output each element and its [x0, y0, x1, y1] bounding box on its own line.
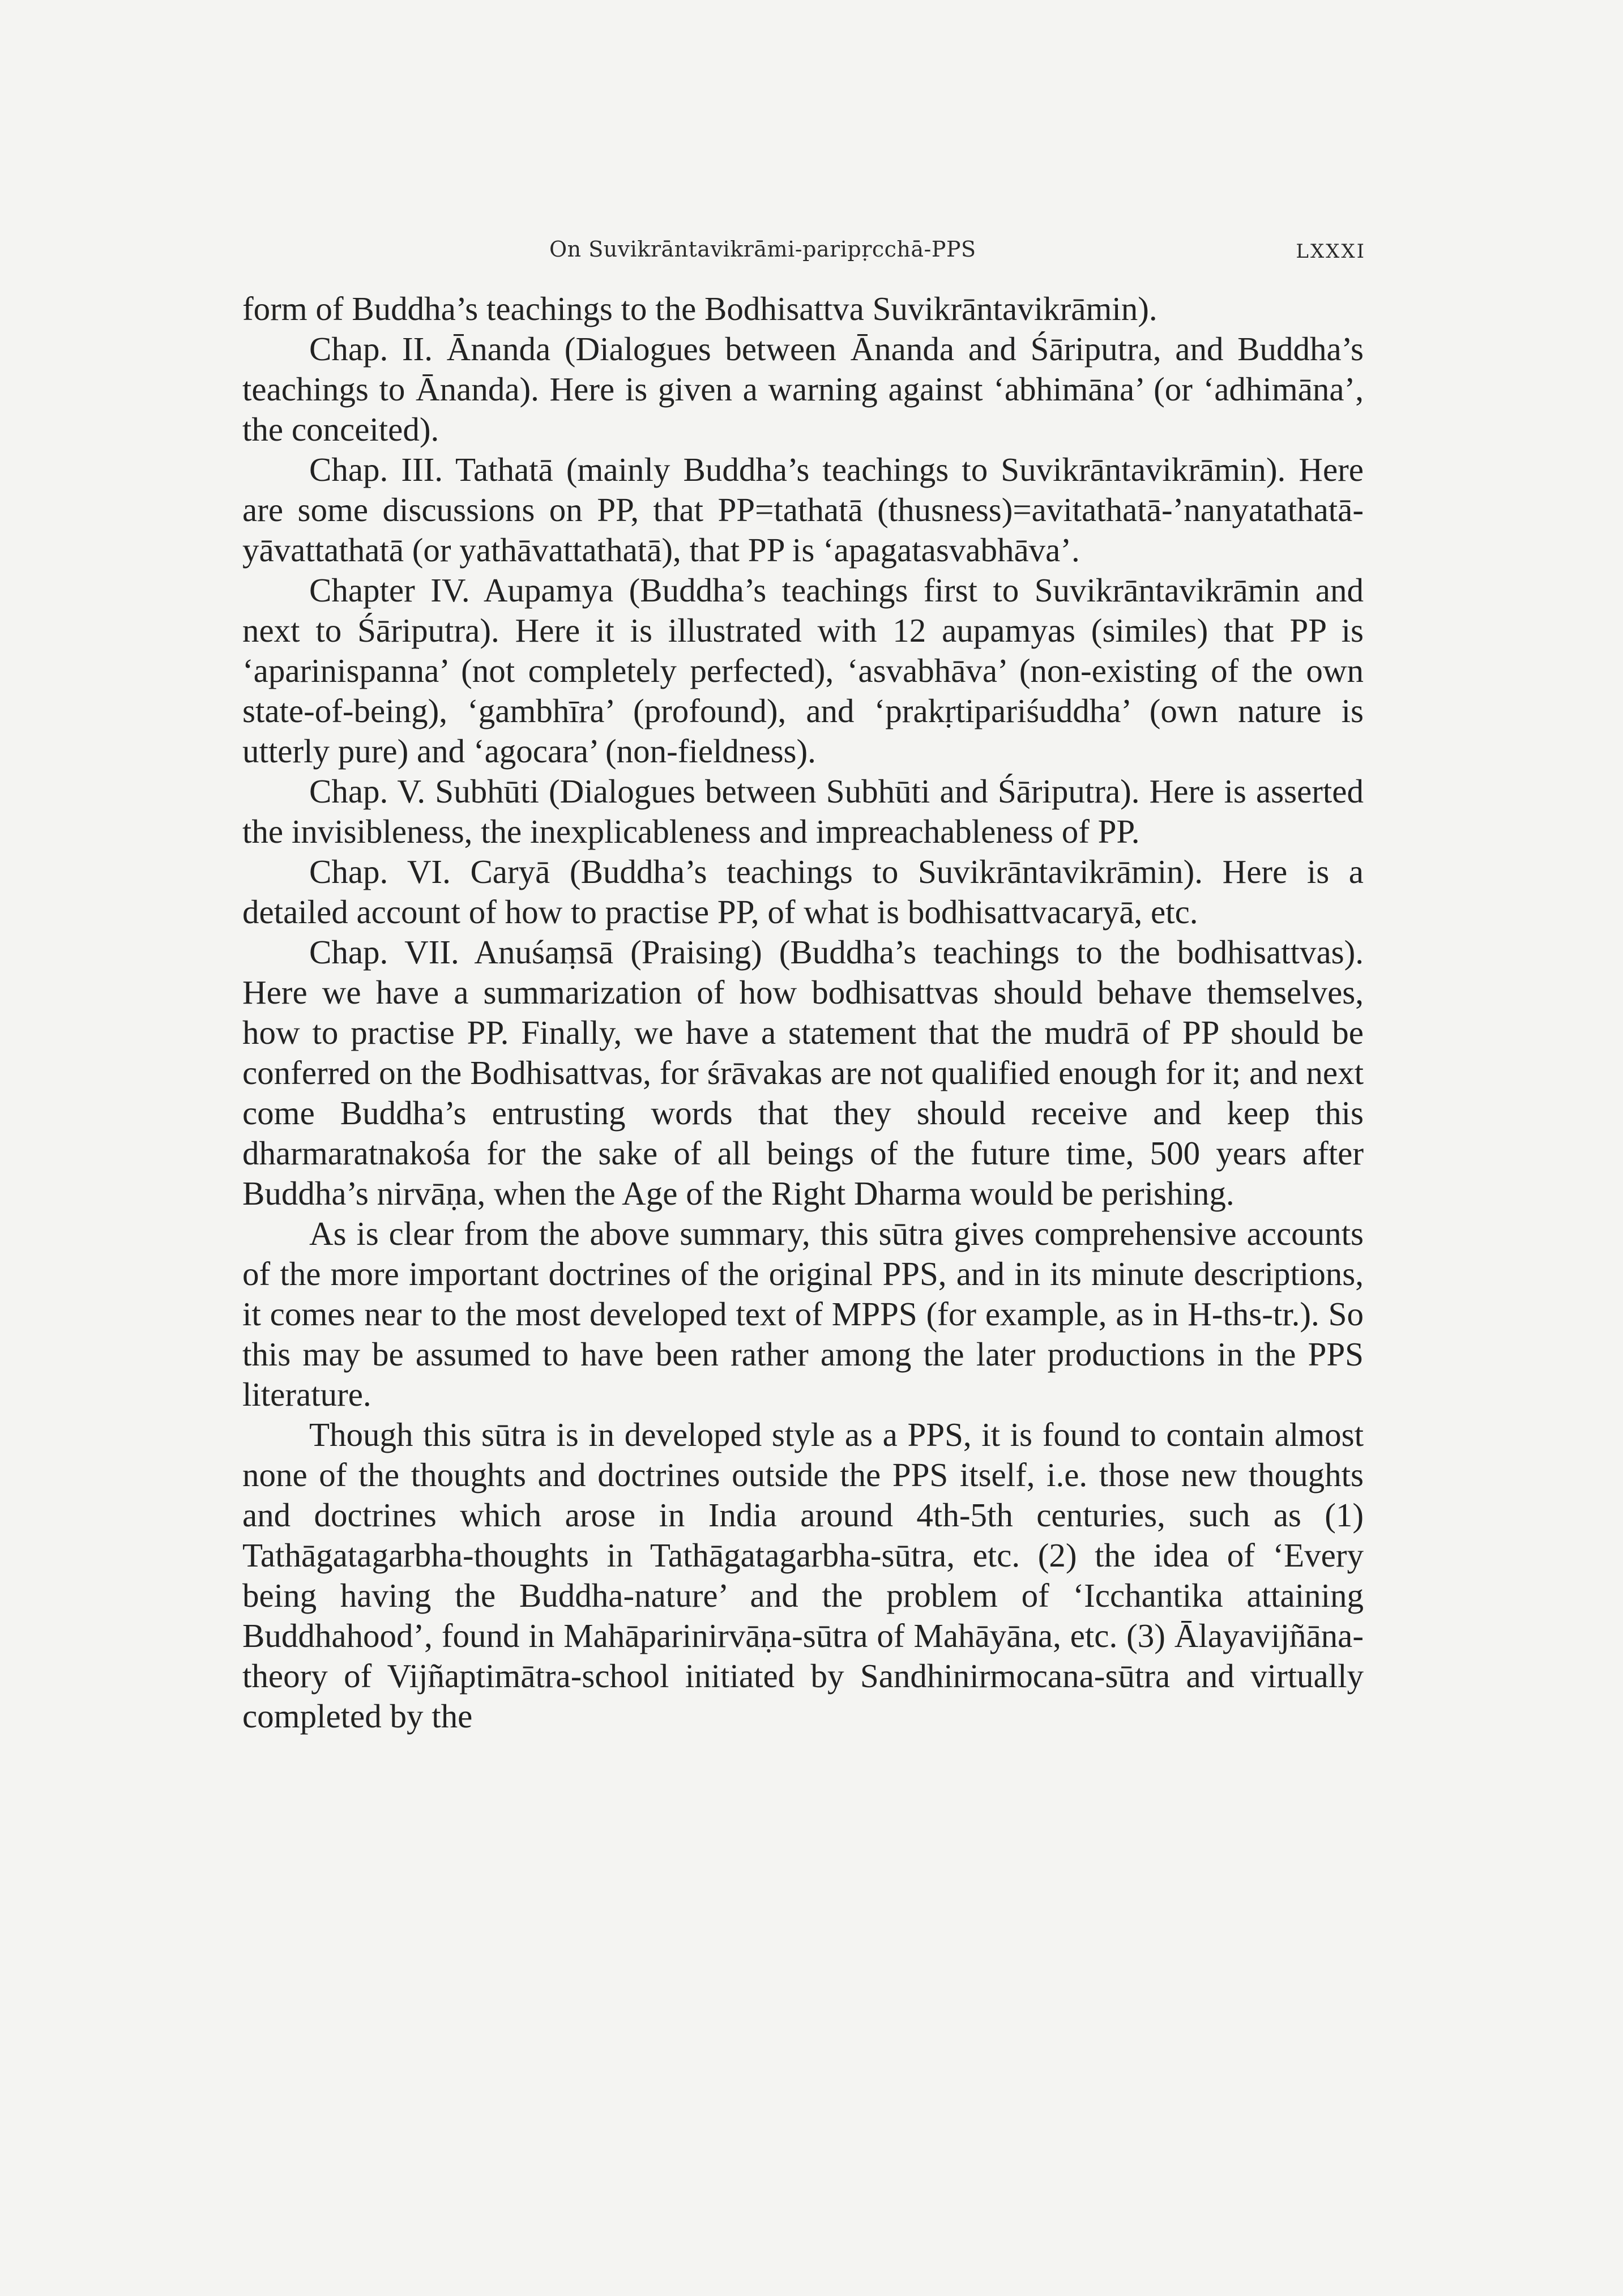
paragraph-chap-7: Chap. VII. Anuśaṃsā (Praising) (Buddha’s teachings to the bodhisattvas). Here we have a summarization of how bodhisattvas should behave themselves, how to practise PP. Finally, we have a statement that the mudrā of PP should be conferred on the Bodhisattvas, for śrāvakas are not qualified enough for it; and next come Buddha’s entrusting words that they should receive and keep this dharmaratnakośa for the sake of all beings of the future time, 500 years after Buddha’s nirvāṇa, when the Age of the Right Dharma would be perishing.	[242, 933, 1364, 1212]
paragraph-chap-3: Chap. III. Tathatā (mainly Buddha’s teachings to Suvikrāntavikrāmin). Here are some discussions on PP, that PP=tathatā (thusness)=avitathatā-’nanyatathatā-yāvattathatā (or yathāvattathatā), that PP is ‘apagatasvabhāva’.	[242, 451, 1364, 569]
paragraph-continuation: form of Buddha’s teachings to the Bodhisattva Suvikrāntavikrāmin).	[242, 290, 1158, 327]
running-head	[244, 237, 1365, 271]
paragraph-chap-6: Chap. VI. Caryā (Buddha’s teachings to Suvikrāntavikrāmin). Here is a detailed account of how to practise PP, of what is bodhisattvacaryā, etc.	[242, 853, 1364, 931]
body-text	[242, 289, 1364, 1736]
paragraph-chap-5: Chap. V. Subhūti (Dialogues between Subhūti and Śāriputra). Here is asserted the invisibleness, the inexplicableness and impreachableness of PP.	[242, 773, 1364, 850]
paragraph-doctrines: Though this sūtra is in developed style as a PPS, it is found to contain almost none of the thoughts and doctrines outside the PPS itself, i.e. those new thoughts and doctrines which arose in India around 4th-5th centuries, such as (1) Tathāgatagarbha-thoughts in Tathāgatagarbha-sūtra, etc. (2) the idea of ‘Every being having the Buddha-nature’ and the problem of ‘Icchantika attaining Buddhahood’, found in Mahāparinirvāṇa-sūtra of Mahāyāna, etc. (3) Ālayavijñāna-theory of Vijñaptimātra-school initiated by Sandhinirmocana-sūtra and virtually completed by the	[242, 1416, 1364, 1735]
paragraph-summary: As is clear from the above summary, this sūtra gives comprehensive accounts of the more important doctrines of the original PPS, and in its minute descriptions, it comes near to the most developed text of MPPS (for example, as in H-ths-tr.). So this may be assumed to have been rather among the later productions in the PPS literature.	[242, 1215, 1364, 1413]
page-number: LXXXI	[1296, 240, 1366, 263]
paragraph-chap-4: Chapter IV. Aupamya (Buddha’s teachings first to Suvikrāntavikrāmin and next to Śāriputra). Here it is illustrated with 12 aupamyas (similes) that PP is ‘aparinispanna’ (not completely perfected), ‘asvabhāva’ (non-existing of the own state-of-being), ‘gambhīra’ (profound), and ‘prakṛtipariśuddha’ (own nature is utterly pure) and ‘agocara’ (non-fieldness).	[242, 571, 1364, 770]
paragraph-chap-2: Chap. II. Ānanda (Dialogues between Ānanda and Śāriputra, and Buddha’s teachings to Ānanda). Here is given a warning against ‘abhimāna’ (or ‘adhimāna’, the conceited).	[242, 330, 1364, 448]
running-title: On Suvikrāntavikrāmi-paripṛcchā-PPS	[549, 237, 976, 262]
